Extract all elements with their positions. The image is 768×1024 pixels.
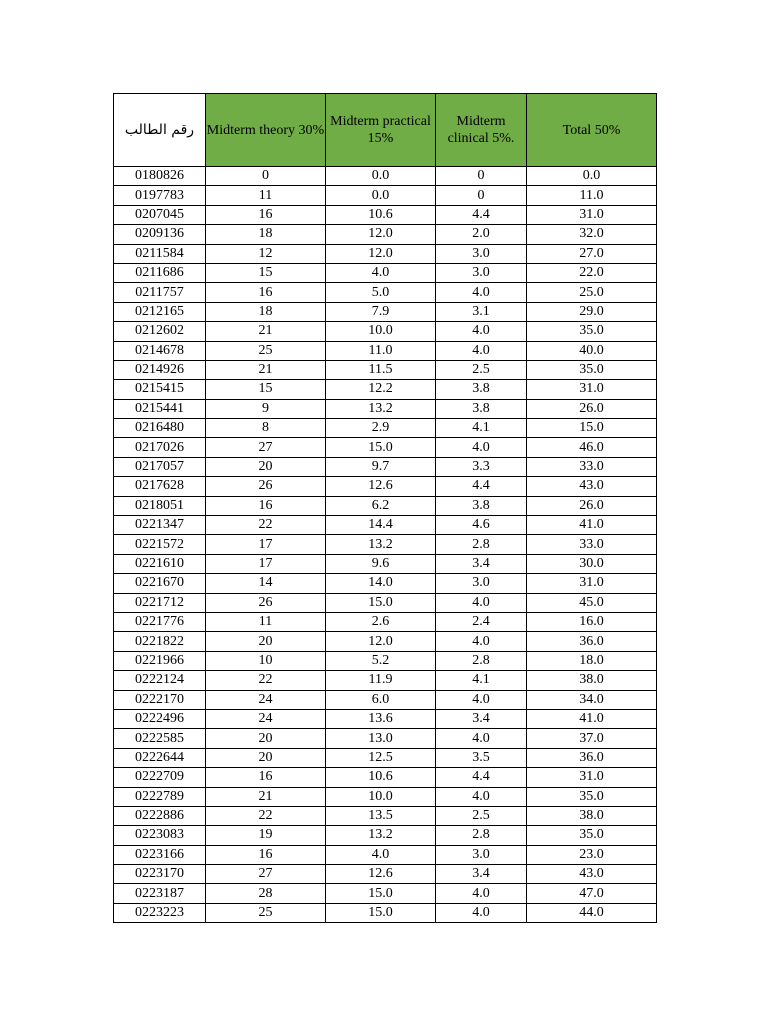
- table-row: [114, 399, 657, 418]
- cell-midterm-clinical: 3.8: [436, 496, 527, 515]
- cell-midterm-practical: 12.2: [326, 380, 436, 399]
- table-row: [114, 554, 657, 573]
- cell-midterm-theory: 22: [206, 516, 326, 535]
- cell-midterm-practical: 15.0: [326, 593, 436, 612]
- cell-midterm-practical: 10.0: [326, 787, 436, 806]
- cell-midterm-clinical: 3.4: [436, 865, 527, 884]
- cell-midterm-theory: 16: [206, 283, 326, 302]
- table-row: [114, 884, 657, 903]
- cell-midterm-clinical: 3.0: [436, 845, 527, 864]
- cell-midterm-practical: 5.2: [326, 651, 436, 670]
- cell-total: 26.0: [527, 496, 657, 515]
- cell-midterm-theory: 20: [206, 729, 326, 748]
- table-row: [114, 574, 657, 593]
- cell-total: 27.0: [527, 244, 657, 263]
- cell-midterm-clinical: 4.0: [436, 884, 527, 903]
- cell-midterm-clinical: 4.0: [436, 341, 527, 360]
- cell-total: 31.0: [527, 574, 657, 593]
- cell-midterm-clinical: 2.0: [436, 225, 527, 244]
- table-row: [114, 225, 657, 244]
- cell-midterm-practical: 13.6: [326, 709, 436, 728]
- cell-student-id: 0217057: [114, 457, 206, 476]
- cell-midterm-theory: 12: [206, 244, 326, 263]
- cell-midterm-practical: 0.0: [326, 167, 436, 186]
- cell-total: 38.0: [527, 806, 657, 825]
- cell-student-id: 0214678: [114, 341, 206, 360]
- table-row: [114, 283, 657, 302]
- table-row: [114, 322, 657, 341]
- cell-midterm-clinical: 4.0: [436, 438, 527, 457]
- cell-midterm-practical: 13.0: [326, 729, 436, 748]
- cell-midterm-practical: 0.0: [326, 186, 436, 205]
- cell-student-id: 0180826: [114, 167, 206, 186]
- cell-student-id: 0222170: [114, 690, 206, 709]
- cell-midterm-theory: 27: [206, 865, 326, 884]
- table-row: [114, 729, 657, 748]
- table-row: [114, 593, 657, 612]
- cell-midterm-clinical: 4.0: [436, 632, 527, 651]
- cell-total: 33.0: [527, 535, 657, 554]
- table-row: [114, 186, 657, 205]
- cell-total: 36.0: [527, 632, 657, 651]
- table-row: [114, 263, 657, 282]
- cell-midterm-clinical: 3.5: [436, 748, 527, 767]
- cell-midterm-practical: 12.0: [326, 632, 436, 651]
- cell-student-id: 0214926: [114, 360, 206, 379]
- cell-midterm-practical: 7.9: [326, 302, 436, 321]
- cell-total: 32.0: [527, 225, 657, 244]
- table-row: [114, 903, 657, 922]
- cell-midterm-practical: 15.0: [326, 903, 436, 922]
- cell-student-id: 0221347: [114, 516, 206, 535]
- header-midterm-clinical: Midterm clinical 5%.: [436, 94, 527, 167]
- table-row: [114, 302, 657, 321]
- cell-midterm-theory: 21: [206, 360, 326, 379]
- cell-student-id: 0211757: [114, 283, 206, 302]
- cell-total: 31.0: [527, 380, 657, 399]
- table-row: [114, 768, 657, 787]
- cell-total: 38.0: [527, 671, 657, 690]
- cell-midterm-practical: 13.2: [326, 826, 436, 845]
- cell-student-id: 0223170: [114, 865, 206, 884]
- cell-midterm-theory: 26: [206, 593, 326, 612]
- cell-midterm-theory: 16: [206, 496, 326, 515]
- table-row: [114, 865, 657, 884]
- cell-midterm-theory: 24: [206, 690, 326, 709]
- cell-midterm-practical: 12.6: [326, 865, 436, 884]
- cell-midterm-theory: 18: [206, 302, 326, 321]
- cell-midterm-theory: 11: [206, 186, 326, 205]
- cell-total: 22.0: [527, 263, 657, 282]
- cell-midterm-theory: 22: [206, 671, 326, 690]
- cell-midterm-theory: 15: [206, 380, 326, 399]
- table-row: [114, 380, 657, 399]
- table-row: [114, 651, 657, 670]
- cell-midterm-clinical: 0: [436, 186, 527, 205]
- cell-total: 45.0: [527, 593, 657, 612]
- cell-total: 37.0: [527, 729, 657, 748]
- cell-total: 35.0: [527, 360, 657, 379]
- cell-midterm-practical: 4.0: [326, 845, 436, 864]
- cell-total: 23.0: [527, 845, 657, 864]
- cell-student-id: 0215415: [114, 380, 206, 399]
- cell-student-id: 0218051: [114, 496, 206, 515]
- table-row: [114, 826, 657, 845]
- cell-total: 26.0: [527, 399, 657, 418]
- cell-student-id: 0222496: [114, 709, 206, 728]
- cell-student-id: 0223083: [114, 826, 206, 845]
- cell-midterm-theory: 16: [206, 768, 326, 787]
- cell-midterm-theory: 17: [206, 554, 326, 573]
- cell-midterm-practical: 11.5: [326, 360, 436, 379]
- cell-midterm-theory: 20: [206, 748, 326, 767]
- cell-midterm-clinical: 3.4: [436, 709, 527, 728]
- cell-midterm-clinical: 3.8: [436, 399, 527, 418]
- cell-midterm-clinical: 3.0: [436, 263, 527, 282]
- header-student-id: رقم الطالب: [114, 94, 206, 167]
- table-row: [114, 457, 657, 476]
- cell-student-id: 0211686: [114, 263, 206, 282]
- cell-total: 36.0: [527, 748, 657, 767]
- cell-student-id: 0222886: [114, 806, 206, 825]
- cell-student-id: 0217628: [114, 477, 206, 496]
- cell-midterm-theory: 0: [206, 167, 326, 186]
- cell-midterm-clinical: 3.8: [436, 380, 527, 399]
- cell-midterm-clinical: 4.4: [436, 477, 527, 496]
- grades-sheet: [113, 93, 657, 923]
- cell-midterm-theory: 9: [206, 399, 326, 418]
- cell-midterm-theory: 24: [206, 709, 326, 728]
- cell-midterm-practical: 2.9: [326, 419, 436, 438]
- cell-total: 11.0: [527, 186, 657, 205]
- cell-midterm-practical: 6.0: [326, 690, 436, 709]
- table-row: [114, 612, 657, 631]
- cell-midterm-practical: 12.0: [326, 225, 436, 244]
- cell-total: 35.0: [527, 787, 657, 806]
- cell-student-id: 0223187: [114, 884, 206, 903]
- cell-midterm-theory: 20: [206, 632, 326, 651]
- cell-midterm-clinical: 4.0: [436, 787, 527, 806]
- cell-midterm-clinical: 2.5: [436, 806, 527, 825]
- cell-student-id: 0217026: [114, 438, 206, 457]
- cell-midterm-clinical: 0: [436, 167, 527, 186]
- cell-midterm-practical: 15.0: [326, 438, 436, 457]
- cell-midterm-theory: 10: [206, 651, 326, 670]
- cell-midterm-theory: 8: [206, 419, 326, 438]
- cell-midterm-clinical: 3.3: [436, 457, 527, 476]
- cell-student-id: 0221776: [114, 612, 206, 631]
- cell-midterm-practical: 9.6: [326, 554, 436, 573]
- cell-midterm-clinical: 2.8: [436, 535, 527, 554]
- cell-student-id: 0221712: [114, 593, 206, 612]
- table-row: [114, 690, 657, 709]
- cell-midterm-practical: 14.0: [326, 574, 436, 593]
- table-row: [114, 167, 657, 186]
- cell-midterm-theory: 21: [206, 322, 326, 341]
- cell-midterm-theory: 25: [206, 341, 326, 360]
- cell-midterm-theory: 22: [206, 806, 326, 825]
- cell-midterm-clinical: 3.0: [436, 574, 527, 593]
- cell-midterm-clinical: 2.8: [436, 826, 527, 845]
- cell-midterm-theory: 20: [206, 457, 326, 476]
- cell-student-id: 0222124: [114, 671, 206, 690]
- cell-midterm-practical: 6.2: [326, 496, 436, 515]
- cell-student-id: 0211584: [114, 244, 206, 263]
- cell-midterm-clinical: 2.4: [436, 612, 527, 631]
- cell-midterm-theory: 19: [206, 826, 326, 845]
- table-row: [114, 438, 657, 457]
- cell-midterm-clinical: 4.0: [436, 690, 527, 709]
- cell-midterm-practical: 10.0: [326, 322, 436, 341]
- header-total: Total 50%: [527, 94, 657, 167]
- cell-total: 31.0: [527, 768, 657, 787]
- cell-student-id: 0223223: [114, 903, 206, 922]
- cell-midterm-practical: 12.0: [326, 244, 436, 263]
- table-row: [114, 244, 657, 263]
- cell-midterm-clinical: 4.0: [436, 903, 527, 922]
- cell-student-id: 0207045: [114, 205, 206, 224]
- cell-midterm-practical: 5.0: [326, 283, 436, 302]
- cell-student-id: 0222789: [114, 787, 206, 806]
- table-row: [114, 496, 657, 515]
- cell-total: 41.0: [527, 709, 657, 728]
- header-midterm-theory: Midterm theory 30%: [206, 94, 326, 167]
- cell-total: 18.0: [527, 651, 657, 670]
- cell-total: 16.0: [527, 612, 657, 631]
- table-row: [114, 748, 657, 767]
- cell-total: 0.0: [527, 167, 657, 186]
- table-row: [114, 709, 657, 728]
- cell-total: 30.0: [527, 554, 657, 573]
- table-row: [114, 787, 657, 806]
- grades-table: [113, 93, 657, 923]
- cell-midterm-theory: 25: [206, 903, 326, 922]
- cell-midterm-theory: 18: [206, 225, 326, 244]
- cell-midterm-practical: 12.5: [326, 748, 436, 767]
- cell-midterm-theory: 26: [206, 477, 326, 496]
- cell-total: 40.0: [527, 341, 657, 360]
- cell-midterm-practical: 11.9: [326, 671, 436, 690]
- cell-midterm-clinical: 4.1: [436, 419, 527, 438]
- cell-student-id: 0223166: [114, 845, 206, 864]
- cell-midterm-clinical: 3.0: [436, 244, 527, 263]
- cell-total: 34.0: [527, 690, 657, 709]
- cell-midterm-practical: 10.6: [326, 205, 436, 224]
- header-row: [114, 94, 657, 167]
- cell-total: 25.0: [527, 283, 657, 302]
- cell-total: 47.0: [527, 884, 657, 903]
- table-body: [114, 167, 657, 923]
- cell-total: 29.0: [527, 302, 657, 321]
- cell-total: 35.0: [527, 826, 657, 845]
- table-row: [114, 845, 657, 864]
- cell-total: 46.0: [527, 438, 657, 457]
- cell-midterm-practical: 14.4: [326, 516, 436, 535]
- cell-student-id: 0222585: [114, 729, 206, 748]
- cell-midterm-clinical: 4.1: [436, 671, 527, 690]
- table-row: [114, 419, 657, 438]
- cell-midterm-theory: 16: [206, 845, 326, 864]
- cell-student-id: 0212602: [114, 322, 206, 341]
- cell-midterm-practical: 11.0: [326, 341, 436, 360]
- cell-midterm-theory: 21: [206, 787, 326, 806]
- cell-student-id: 0221670: [114, 574, 206, 593]
- table-row: [114, 360, 657, 379]
- cell-midterm-practical: 13.2: [326, 399, 436, 418]
- cell-midterm-clinical: 4.6: [436, 516, 527, 535]
- cell-student-id: 0216480: [114, 419, 206, 438]
- cell-midterm-theory: 11: [206, 612, 326, 631]
- cell-total: 43.0: [527, 865, 657, 884]
- table-row: [114, 671, 657, 690]
- cell-student-id: 0221572: [114, 535, 206, 554]
- cell-student-id: 0221822: [114, 632, 206, 651]
- cell-midterm-clinical: 4.0: [436, 593, 527, 612]
- table-row: [114, 806, 657, 825]
- cell-student-id: 0222709: [114, 768, 206, 787]
- cell-midterm-theory: 15: [206, 263, 326, 282]
- cell-midterm-practical: 13.5: [326, 806, 436, 825]
- cell-total: 33.0: [527, 457, 657, 476]
- cell-midterm-clinical: 4.4: [436, 768, 527, 787]
- cell-student-id: 0215441: [114, 399, 206, 418]
- table-row: [114, 535, 657, 554]
- cell-total: 15.0: [527, 419, 657, 438]
- cell-midterm-clinical: 2.8: [436, 651, 527, 670]
- cell-student-id: 0222644: [114, 748, 206, 767]
- cell-midterm-clinical: 3.1: [436, 302, 527, 321]
- table-row: [114, 477, 657, 496]
- cell-midterm-clinical: 2.5: [436, 360, 527, 379]
- table-row: [114, 205, 657, 224]
- cell-midterm-theory: 16: [206, 205, 326, 224]
- table-row: [114, 632, 657, 651]
- cell-midterm-clinical: 4.0: [436, 283, 527, 302]
- cell-total: 43.0: [527, 477, 657, 496]
- cell-midterm-clinical: 4.4: [436, 205, 527, 224]
- cell-student-id: 0212165: [114, 302, 206, 321]
- table-header: [114, 94, 657, 167]
- cell-midterm-practical: 12.6: [326, 477, 436, 496]
- cell-student-id: 0197783: [114, 186, 206, 205]
- cell-midterm-practical: 2.6: [326, 612, 436, 631]
- cell-midterm-practical: 4.0: [326, 263, 436, 282]
- cell-midterm-theory: 28: [206, 884, 326, 903]
- cell-midterm-clinical: 3.4: [436, 554, 527, 573]
- cell-midterm-clinical: 4.0: [436, 322, 527, 341]
- cell-midterm-practical: 10.6: [326, 768, 436, 787]
- header-midterm-practical: Midterm practical 15%: [326, 94, 436, 167]
- cell-midterm-practical: 13.2: [326, 535, 436, 554]
- cell-midterm-practical: 9.7: [326, 457, 436, 476]
- cell-total: 31.0: [527, 205, 657, 224]
- table-row: [114, 341, 657, 360]
- cell-total: 35.0: [527, 322, 657, 341]
- cell-student-id: 0209136: [114, 225, 206, 244]
- cell-midterm-theory: 17: [206, 535, 326, 554]
- cell-midterm-practical: 15.0: [326, 884, 436, 903]
- cell-student-id: 0221610: [114, 554, 206, 573]
- cell-total: 44.0: [527, 903, 657, 922]
- table-row: [114, 516, 657, 535]
- cell-midterm-theory: 14: [206, 574, 326, 593]
- cell-midterm-clinical: 4.0: [436, 729, 527, 748]
- cell-student-id: 0221966: [114, 651, 206, 670]
- cell-total: 41.0: [527, 516, 657, 535]
- cell-midterm-theory: 27: [206, 438, 326, 457]
